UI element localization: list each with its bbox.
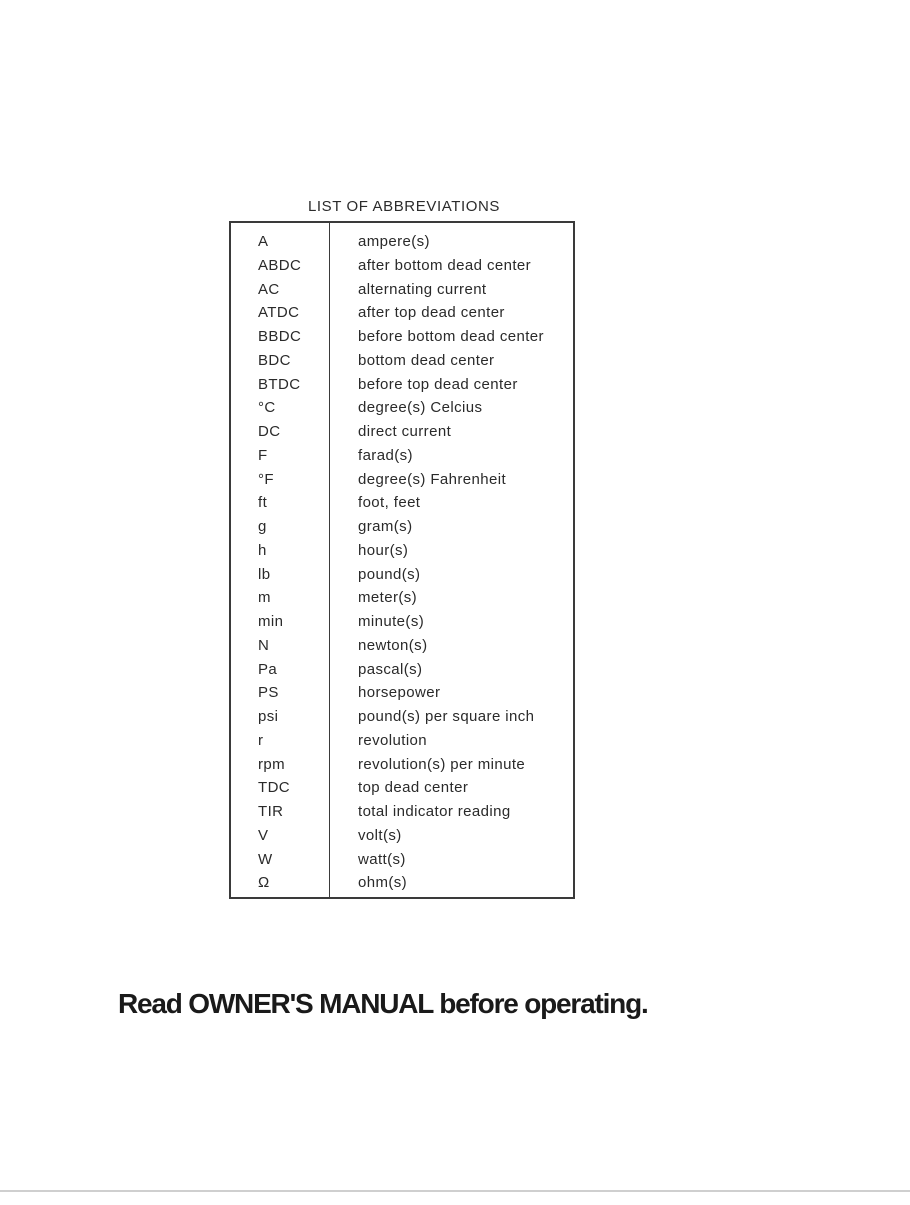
table-row [231, 563, 573, 587]
meaning-cell: revolution(s) per minute [358, 755, 526, 773]
abbreviation-cell: ABDC [258, 256, 302, 274]
abbreviation-cell: Ω [258, 874, 270, 892]
table-title: LIST OF ABBREVIATIONS [307, 198, 501, 215]
table-row [231, 301, 573, 325]
table-row [231, 349, 573, 373]
meaning-cell: horsepower [358, 684, 441, 702]
meaning-cell: direct current [358, 423, 452, 440]
abbreviation-cell: ATDC [258, 304, 300, 322]
abbreviation-cell: N [258, 636, 270, 654]
abbreviation-cell: BBDC [258, 328, 302, 345]
meaning-cell: meter(s) [358, 589, 418, 607]
abbreviation-cell: W [258, 850, 273, 868]
abbreviation-cell: TIR [258, 803, 284, 820]
abbreviation-cell: F [258, 446, 268, 464]
meaning-cell: degree(s) Celcius [358, 399, 483, 417]
table-row [231, 373, 573, 397]
table-row [231, 468, 573, 492]
meaning-cell: farad(s) [358, 446, 413, 464]
abbreviation-cell: m [258, 589, 271, 607]
abbreviation-cell: TDC [258, 779, 291, 797]
meaning-cell: total indicator reading [358, 803, 511, 820]
table-row [231, 729, 573, 753]
abbreviation-cell: DC [258, 423, 281, 440]
table-row [231, 325, 573, 349]
table-row [231, 420, 573, 444]
table-row [231, 634, 573, 658]
abbreviation-cell: BTDC [258, 375, 301, 393]
meaning-cell: after bottom dead center [358, 256, 532, 274]
table-row [231, 396, 573, 420]
notice-text: Read OWNER'S MANUAL before operating. [118, 988, 648, 1019]
meaning-cell: newton(s) [358, 636, 428, 654]
abbreviations-table [229, 221, 575, 899]
abbreviation-cell: AC [258, 280, 280, 298]
table-row [231, 681, 573, 705]
table-row [231, 539, 573, 563]
table-row [231, 586, 573, 610]
table-row [231, 871, 573, 895]
abbreviation-cell: V [258, 826, 269, 844]
table-row [231, 848, 573, 872]
table-row [231, 705, 573, 729]
meaning-cell: foot, feet [358, 494, 421, 512]
meaning-cell: watt(s) [358, 850, 406, 868]
meaning-cell: alternating current [358, 280, 487, 298]
meaning-cell: bottom dead center [358, 351, 495, 369]
abbreviation-cell: h [258, 541, 267, 559]
meaning-cell: ohm(s) [358, 874, 408, 892]
abbreviation-cell: psi [258, 708, 279, 725]
table-row [231, 658, 573, 682]
meaning-cell: revolution [358, 731, 428, 749]
meaning-cell: pascal(s) [358, 660, 423, 678]
abbreviation-cell: min [258, 613, 284, 630]
meaning-cell: degree(s) Fahrenheit [358, 470, 507, 488]
table-row [231, 824, 573, 848]
table-row [231, 753, 573, 777]
meaning-cell: pound(s) [358, 565, 421, 583]
abbreviation-cell: lb [258, 565, 271, 583]
page-bottom-edge [0, 1190, 910, 1192]
abbreviation-cell: r [258, 731, 264, 749]
abbreviation-cell: Pa [258, 660, 278, 678]
table-row [231, 515, 573, 539]
table-row [231, 230, 573, 254]
table-row [231, 491, 573, 515]
abbreviation-cell: °F [258, 470, 274, 488]
table-row [231, 278, 573, 302]
abbreviation-cell: BDC [258, 351, 291, 369]
abbreviation-cell: A [258, 233, 269, 250]
meaning-cell: before top dead center [358, 375, 518, 393]
abbreviation-cell: ft [258, 494, 268, 512]
meaning-cell: volt(s) [358, 826, 402, 844]
meaning-cell: ampere(s) [358, 233, 430, 250]
table-row [231, 254, 573, 278]
meaning-cell: minute(s) [358, 613, 425, 630]
meaning-cell: before bottom dead center [358, 328, 544, 345]
table-row [231, 776, 573, 800]
meaning-cell: top dead center [358, 779, 469, 797]
abbreviation-cell: °C [258, 399, 276, 417]
abbreviation-cell: PS [258, 684, 279, 702]
meaning-cell: hour(s) [358, 541, 409, 559]
meaning-cell: after top dead center [358, 304, 505, 322]
table-row [231, 444, 573, 468]
table-rows [231, 230, 573, 895]
table-row [231, 610, 573, 634]
abbreviation-cell: g [258, 518, 267, 535]
abbreviation-cell: rpm [258, 755, 286, 773]
meaning-cell: pound(s) per square inch [358, 708, 535, 725]
table-row [231, 800, 573, 824]
meaning-cell: gram(s) [358, 518, 413, 535]
